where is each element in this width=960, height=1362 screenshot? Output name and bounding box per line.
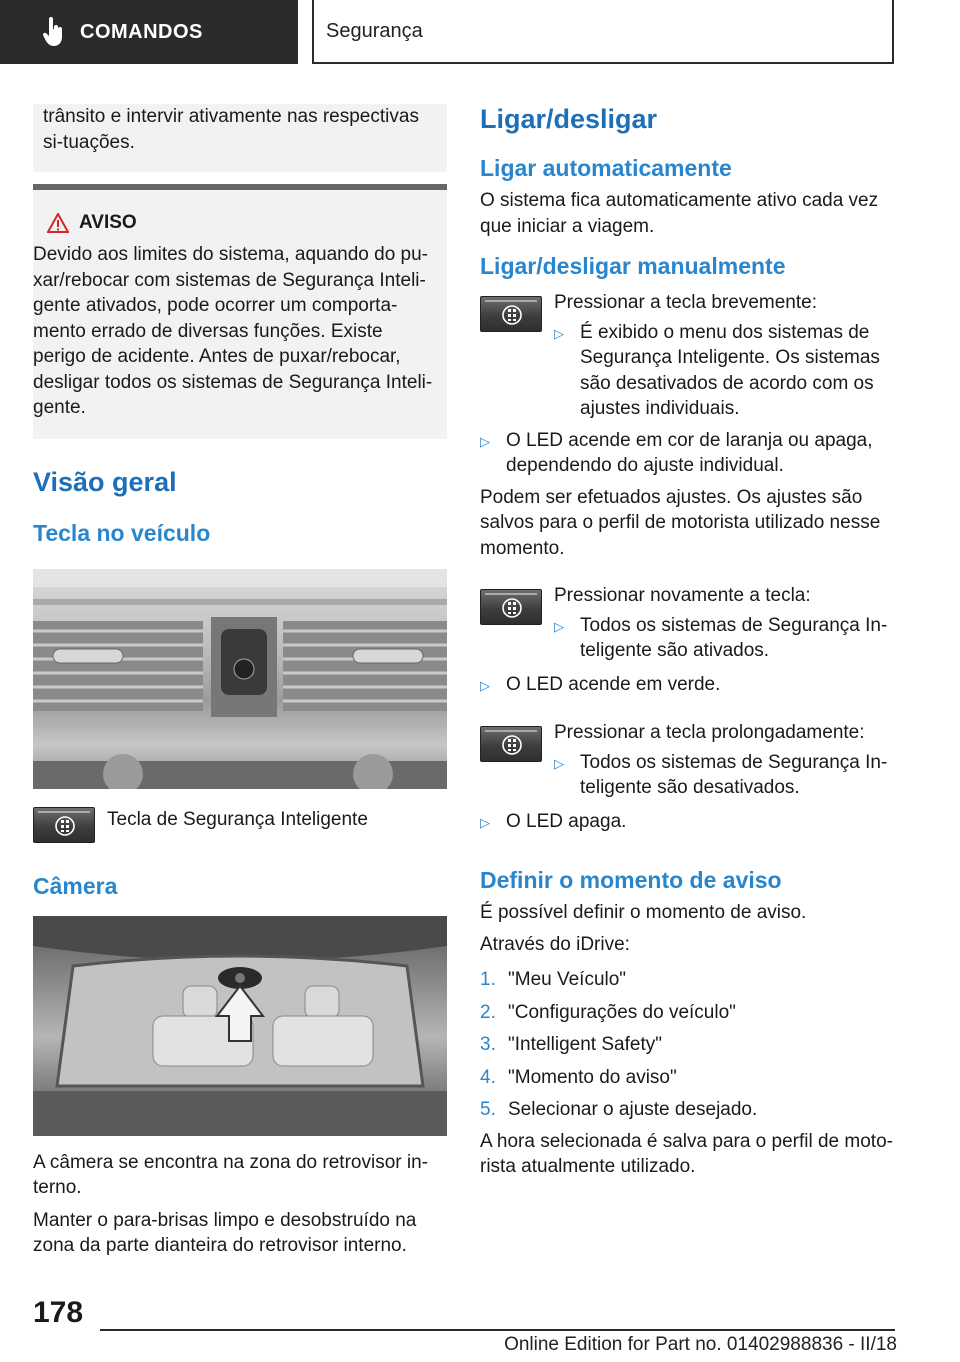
idrive-text: Através do iDrive: (480, 933, 630, 955)
warning-label: AVISO (79, 212, 137, 233)
intelligent-safety-icon (54, 815, 76, 837)
section-tab (0, 0, 298, 64)
camera-text-1: A câmera se encontra na zona do retrovisor in-terno. (33, 1151, 428, 1198)
adjust-text: Podem ser efetuados ajustes. Os ajustes são salvos para o perfil de motorista utilizado nesse momento. (480, 486, 881, 559)
warning-time-text: É possível definir o momento de aviso. (480, 902, 807, 923)
warning-triangle-icon (47, 213, 69, 233)
press-long-bullet-text: Todos os sistemas de Segurança In-teligente são desativados. (580, 751, 888, 798)
final-text: A hora selecionada é salva para o perfil de moto-rista atualmente utilizado. (480, 1130, 893, 1177)
press-short-led (480, 428, 896, 479)
press-again-led (480, 672, 896, 699)
warning-title (47, 212, 437, 234)
press-again-led-text: O LED acende em verde. (506, 673, 721, 695)
section-title: COMANDOS (80, 20, 203, 43)
safety-button-symbol-1 (480, 296, 542, 332)
intelligent-safety-icon (501, 304, 523, 326)
warning-text: Devido aos limites do sistema, aquando do pu-xar/rebocar com sistemas de Segurança Inteli-gente ativados, pode ocorrer um comporta-mento errado de diversas funções. Existe perigo de acidente. Antes de puxar/rebocar, desligar todos os sistemas de Segurança Inteli-gente. (33, 244, 433, 418)
step-item: 4. "Momento do aviso" (480, 1066, 677, 1088)
press-long-row (480, 720, 896, 801)
safety-button-symbol-3 (480, 726, 542, 762)
hand-pointer-icon (42, 17, 64, 47)
button-caption: Tecla de Segurança Inteligente (107, 808, 368, 830)
press-short-label: Pressionar a tecla brevemente: (554, 292, 817, 313)
bullet-triangle-icon: ▷ (480, 433, 490, 449)
step-item: 5. Selecionar o ajuste desejado. (480, 1099, 758, 1120)
dashboard-button-photo (33, 569, 447, 789)
dashboard-illustration (33, 569, 447, 789)
warning-time-heading: Definir o momento de aviso (480, 867, 782, 893)
warning-box (33, 184, 447, 439)
press-again-bullet (554, 613, 896, 664)
manual-heading: Ligar/desligar manualmente (480, 253, 786, 279)
bullet-triangle-icon: ▷ (480, 814, 490, 830)
step-item: 1. "Meu Veículo" (480, 969, 627, 990)
press-again-row (480, 583, 896, 664)
auto-on-heading: Ligar automaticamente (480, 155, 732, 181)
steps-list (480, 967, 896, 1123)
camera-heading: Câmera (33, 872, 118, 899)
press-short-bullet-text: É exibido o menu dos sistemas de Segurança Inteligente. Os sistemas são desativados de acordo com os ajustes individuais. (580, 321, 880, 419)
chapter-tab (312, 0, 894, 64)
press-again-label: Pressionar novamente a tecla: (554, 585, 811, 606)
continued-text: trânsito e intervir ativamente nas respectivas si-tuações. (43, 106, 419, 153)
page-number: 178 (33, 1296, 84, 1329)
bullet-triangle-icon: ▷ (554, 325, 564, 341)
step-item: 2. "Configurações do veículo" (480, 1001, 736, 1023)
press-long-led-text: O LED apaga. (506, 810, 627, 832)
button-heading: Tecla no veículo (33, 519, 211, 546)
intelligent-safety-icon (501, 597, 523, 619)
press-long-bullet (554, 750, 896, 801)
windshield-illustration (33, 916, 447, 1136)
press-short-led-text: O LED acende em cor de laranja ou apaga, dependendo do ajuste individual. (506, 429, 873, 476)
on-off-heading: Ligar/desligar (480, 104, 658, 134)
press-again-bullet-text: Todos os sistemas de Segurança In-teligente são ativados. (580, 614, 888, 661)
safety-button-symbol (33, 807, 95, 843)
safety-button-symbol-2 (480, 589, 542, 625)
press-short-row (480, 290, 896, 422)
left-column (33, 104, 447, 1259)
press-short-bullet (554, 320, 896, 422)
press-long-led (480, 809, 896, 836)
footer-rule (100, 1329, 895, 1331)
bullet-triangle-icon: ▷ (554, 755, 564, 771)
chapter-title: Segurança (326, 19, 423, 42)
camera-photo (33, 916, 447, 1136)
edition-text: Online Edition for Part no. 01402988836 - II/18 (504, 1334, 897, 1355)
press-long-label: Pressionar a tecla prolongadamente: (554, 722, 865, 743)
bullet-triangle-icon: ▷ (480, 677, 490, 693)
button-caption-row (33, 807, 447, 843)
intelligent-safety-icon (501, 734, 523, 756)
continued-box (33, 104, 447, 172)
auto-on-text: O sistema fica automaticamente ativo cada vez que iniciar a viagem. (480, 190, 879, 237)
right-column (480, 104, 896, 1180)
camera-text-2: Manter o para-brisas limpo e desobstruído na zona da parte dianteira do retrovisor interno. (33, 1209, 417, 1256)
bullet-triangle-icon: ▷ (554, 618, 564, 634)
step-item: 3. "Intelligent Safety" (480, 1034, 662, 1055)
overview-heading: Visão geral (33, 466, 177, 497)
